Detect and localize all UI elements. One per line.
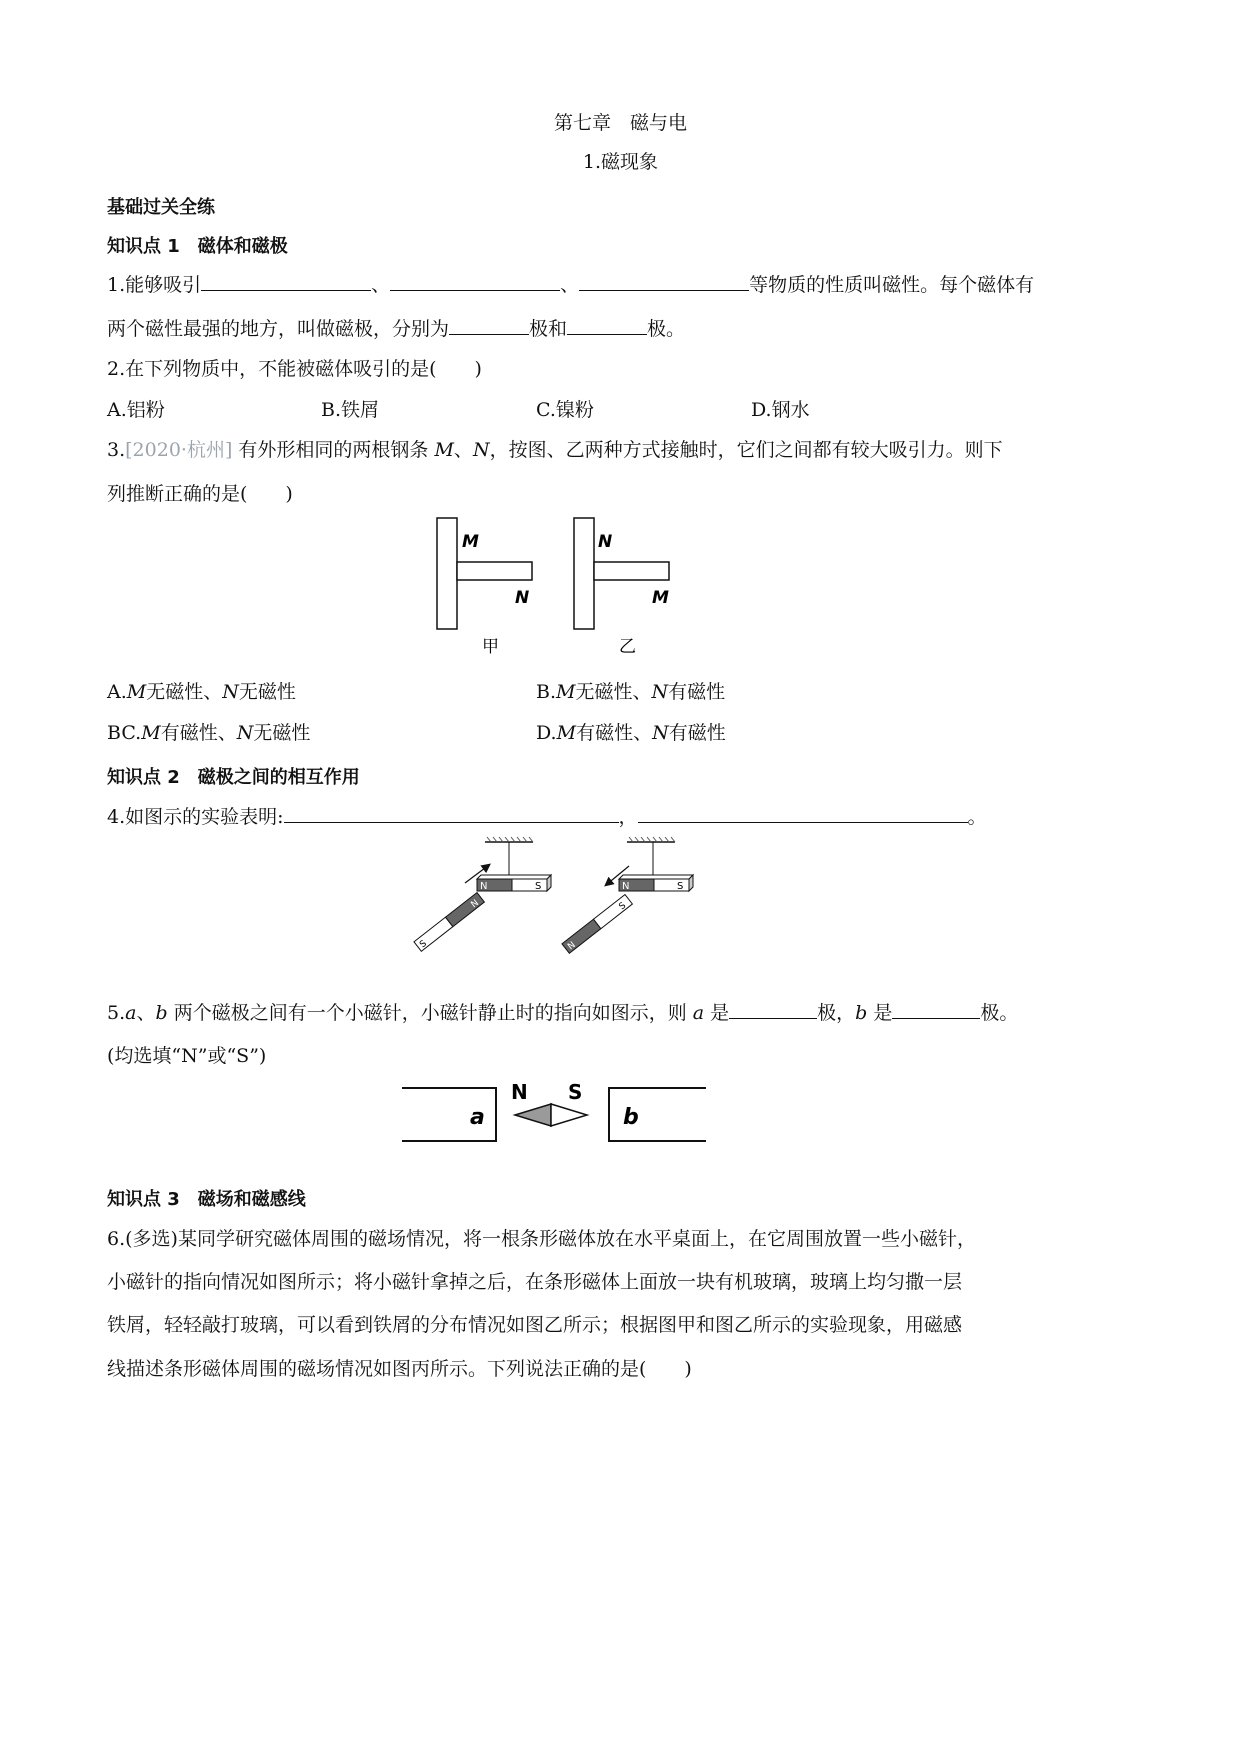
svg-text:N: N bbox=[622, 881, 630, 892]
svg-text:S: S bbox=[418, 938, 429, 951]
source-tag: [2020·杭州] bbox=[125, 439, 233, 461]
option-3d[interactable]: D.M有磁性、N有磁性 bbox=[536, 722, 726, 744]
label-N-right: N bbox=[598, 532, 613, 552]
answer-blank[interactable] bbox=[449, 316, 529, 335]
question-1-line-1: 1.能够吸引 、 、 等物质的性质叫磁性。每个磁体有 bbox=[107, 274, 1035, 296]
question-3-line-2: 列推断正确的是( ) bbox=[107, 483, 293, 505]
answer-blank[interactable] bbox=[638, 804, 968, 823]
answer-blank[interactable] bbox=[284, 804, 619, 823]
figure-label-yi: 乙 bbox=[619, 637, 636, 657]
question-6-line-2: 小磁针的指向情况如图所示；将小磁针拿掉之后，在条形磁体上面放一块有机玻璃，玻璃上均匀撒一层 bbox=[107, 1271, 963, 1293]
knowledge-point-3: 知识点 3 磁场和磁感线 bbox=[107, 1189, 306, 1210]
svg-text:N: N bbox=[480, 881, 488, 892]
question-5-line-1: 5.a、b 两个磁极之间有一个小磁针，小磁针静止时的指向如图示，则 a 是 极，b 是 极。 bbox=[107, 1002, 1019, 1024]
svg-text:N: N bbox=[469, 898, 481, 911]
figure-label-jia: 甲 bbox=[482, 637, 499, 657]
hand-magnet-left bbox=[414, 893, 485, 952]
small-compass-needle bbox=[515, 1104, 587, 1126]
magnet-interaction-figure bbox=[405, 835, 705, 970]
label-M-left: M bbox=[462, 532, 479, 552]
lesson-title: 1.磁现象 bbox=[582, 151, 659, 173]
question-6-line-3: 铁屑，轻轻敲打玻璃，可以看到铁屑的分布情况如图乙所示；根据图甲和图乙所示的实验现象，用磁感 bbox=[107, 1314, 963, 1336]
horizontal-bar-right bbox=[594, 562, 669, 580]
option-d[interactable]: D.钢水 bbox=[751, 399, 810, 421]
label-S: S bbox=[568, 1080, 583, 1104]
svg-text:S: S bbox=[677, 881, 684, 892]
hand-magnet-right bbox=[562, 895, 633, 954]
answer-blank[interactable] bbox=[390, 272, 560, 291]
question-6-line-1: 6.(多选)某同学研究磁体周围的磁场情况，将一根条形磁体放在水平桌面上，在它周围放置一些小磁针， bbox=[107, 1228, 976, 1250]
vertical-bar-left bbox=[437, 518, 457, 629]
horizontal-bar-left bbox=[457, 562, 532, 580]
question-3-line-1: 3.[2020·杭州] 有外形相同的两根钢条 M、N，按图、乙两种方式接触时，它们之间都有较大吸引力。则下 bbox=[107, 439, 1003, 461]
label-b: b bbox=[623, 1105, 639, 1130]
svg-text:N: N bbox=[566, 940, 578, 953]
label-M-right: M bbox=[652, 588, 669, 608]
question-6-line-4: 线描述条形磁体周围的磁场情况如图丙所示。下列说法正确的是( ) bbox=[107, 1358, 692, 1380]
option-a[interactable]: A.铝粉 bbox=[107, 399, 165, 421]
svg-text:S: S bbox=[535, 881, 542, 892]
question-1-line-2: 两个磁性最强的地方，叫做磁极，分别为 极和 极。 bbox=[107, 318, 686, 340]
knowledge-point-2: 知识点 2 磁极之间的相互作用 bbox=[107, 767, 360, 788]
option-3a[interactable]: A.M无磁性、N无磁性 bbox=[107, 681, 296, 703]
svg-text:S: S bbox=[617, 900, 629, 913]
compass-between-poles-figure bbox=[395, 1075, 715, 1150]
answer-blank[interactable] bbox=[729, 1000, 817, 1019]
hanging-magnet-left bbox=[477, 875, 551, 892]
label-a: a bbox=[470, 1105, 485, 1130]
vertical-bar-right bbox=[574, 518, 594, 629]
option-b[interactable]: B.铁屑 bbox=[321, 399, 380, 421]
option-c[interactable]: C.镍粉 bbox=[536, 399, 594, 421]
label-N: N bbox=[511, 1080, 528, 1104]
section-heading: 基础过关全练 bbox=[107, 197, 215, 218]
answer-blank[interactable] bbox=[892, 1000, 980, 1019]
steel-bars-figure bbox=[420, 510, 700, 660]
knowledge-point-1: 知识点 1 磁体和磁极 bbox=[107, 236, 288, 257]
hanging-magnet-right bbox=[619, 875, 693, 892]
answer-blank[interactable] bbox=[579, 272, 749, 291]
option-3c[interactable]: BC.M有磁性、N无磁性 bbox=[107, 722, 311, 744]
answer-blank[interactable] bbox=[201, 272, 371, 291]
question-5-line-2: (均选填“N”或“S”) bbox=[107, 1045, 267, 1067]
answer-blank[interactable] bbox=[567, 316, 647, 335]
option-3b[interactable]: B.M无磁性、N有磁性 bbox=[536, 681, 726, 703]
question-2-stem: 2.在下列物质中，不能被磁体吸引的是( ) bbox=[107, 358, 482, 380]
chapter-title: 第七章 磁与电 bbox=[553, 112, 687, 134]
label-N-left: N bbox=[515, 588, 530, 608]
question-4-line: 4.如图示的实验表明: ， 。 bbox=[107, 806, 987, 828]
